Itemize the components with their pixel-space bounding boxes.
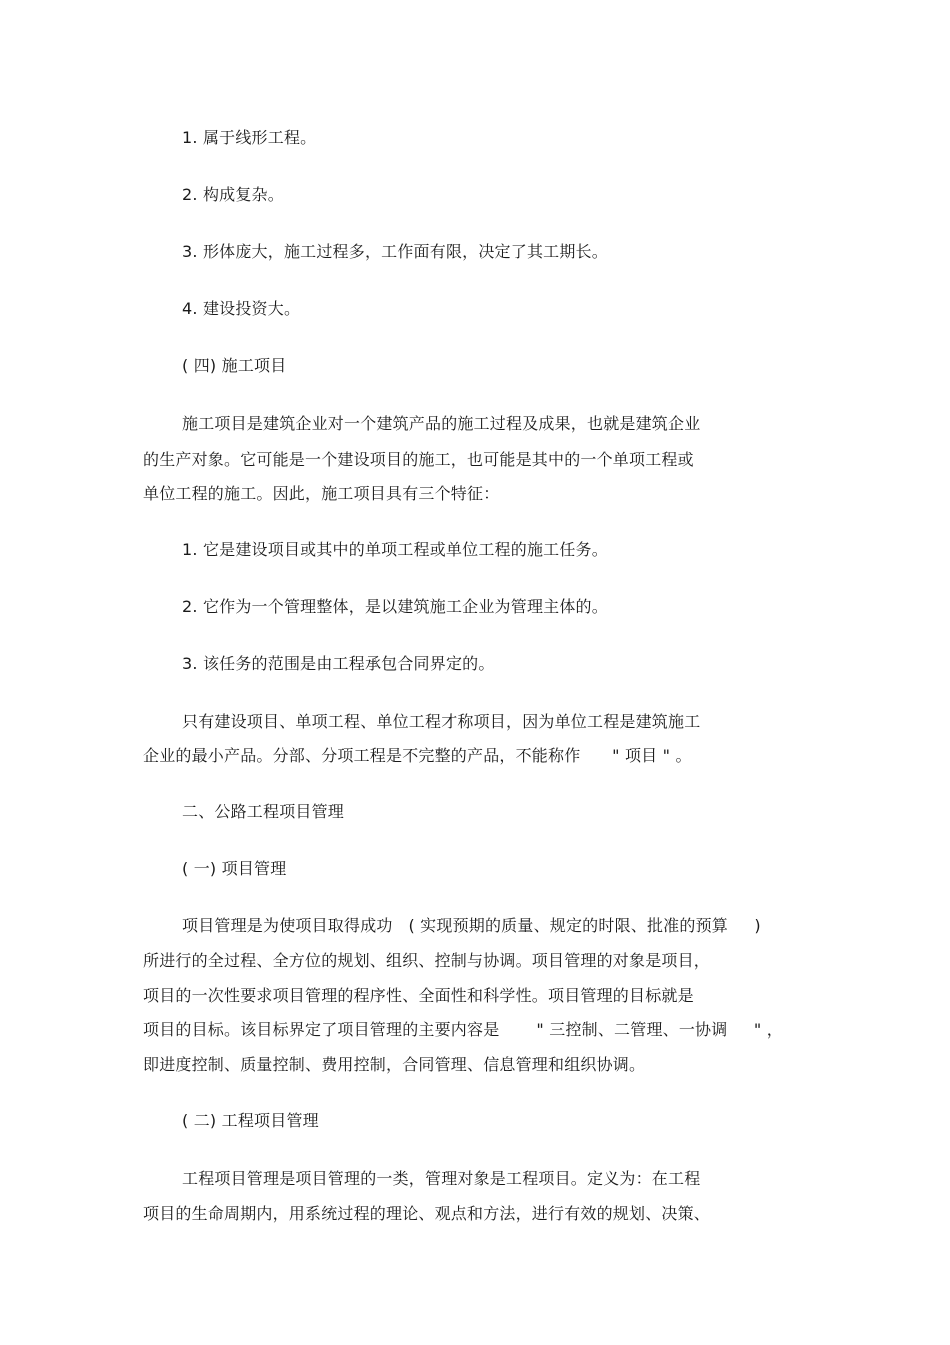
paragraph-line: 项目管理是为使项目取得成功 ( 实现预期的质量、规定的时限、批准的预算 ): [182, 916, 761, 935]
paragraph-line: 施工项目是建筑企业对一个建筑产品的施工过程及成果，也就是建筑企业: [182, 414, 701, 433]
list-item-feature-1: 1. 它是建设项目或其中的单项工程或单位工程的施工任务。: [182, 540, 608, 559]
paragraph-line: 的生产对象。它可能是一个建设项目的施工，也可能是其中的一个单项工程或: [143, 450, 694, 469]
list-item-linear-engineering: 1. 属于线形工程。: [182, 128, 317, 147]
paragraph-line: 单位工程的施工。因此，施工项目具有三个特征：: [143, 484, 500, 503]
paragraph-line: 工程项目管理是项目管理的一类，管理对象是工程项目。定义为：在工程: [182, 1169, 701, 1188]
section-heading-project-management: ( 一) 项目管理: [182, 859, 287, 878]
list-item-large-scale: 3. 形体庞大，施工过程多，工作面有限，决定了其工期长。: [182, 242, 608, 261]
list-item-complex-composition: 2. 构成复杂。: [182, 185, 284, 204]
paragraph-line: 企业的最小产品。分部、分项工程是不完整的产品，不能称作 " 项目 " 。: [143, 746, 692, 765]
paragraph-line: 所进行的全过程、全方位的规划、组织、控制与协调。项目管理的对象是项目，: [143, 951, 711, 970]
paragraph-line: 项目的生命周期内，用系统过程的理论、观点和方法，进行有效的规划、决策、: [143, 1204, 711, 1223]
list-item-large-investment: 4. 建设投资大。: [182, 299, 301, 318]
paragraph-line: 项目的目标。该目标界定了项目管理的主要内容是 " 三控制、二管理、一协调 " ，: [143, 1020, 783, 1039]
paragraph-line: 项目的一次性要求项目管理的程序性、全面性和科学性。项目管理的目标就是: [143, 986, 694, 1005]
list-item-feature-2: 2. 它作为一个管理整体，是以建筑施工企业为管理主体的。: [182, 597, 608, 616]
paragraph-line: 只有建设项目、单项工程、单位工程才称项目，因为单位工程是建筑施工: [182, 712, 701, 731]
section-heading-construction-project: ( 四) 施工项目: [182, 356, 287, 375]
paragraph-line: 即进度控制、质量控制、费用控制，合同管理、信息管理和组织协调。: [143, 1055, 646, 1074]
section-heading-highway-project-management: 二、公路工程项目管理: [182, 802, 345, 821]
section-heading-engineering-project-management: ( 二) 工程项目管理: [182, 1111, 319, 1130]
list-item-feature-3: 3. 该任务的范围是由工程承包合同界定的。: [182, 654, 495, 673]
